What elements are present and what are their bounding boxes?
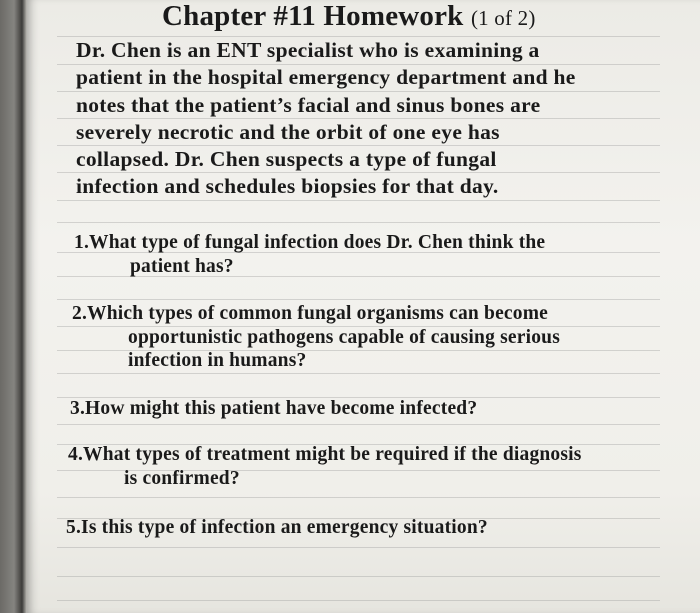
question-line: Which types of common fungal organisms can become <box>87 303 549 324</box>
question-line: patient has? <box>130 255 234 277</box>
question-3 <box>70 397 477 421</box>
question-line: infection in humans? <box>128 350 307 371</box>
question-number: 4. <box>68 444 84 465</box>
question-line: opportunistic pathogens capable of causing serious <box>128 326 561 348</box>
question-number: 3. <box>70 398 86 419</box>
page-title <box>162 0 536 33</box>
question-number: 2. <box>72 303 88 324</box>
intro-line: infection and schedules biopsies for that day. <box>76 174 499 199</box>
question-number: 1. <box>74 232 90 253</box>
question-1 <box>74 231 545 278</box>
question-line: Is this type of infection an emergency situation? <box>81 517 488 538</box>
question-5 <box>66 516 488 540</box>
intro-line: collapsed. Dr. Chen suspects a type of fungal <box>76 147 497 172</box>
question-2 <box>72 302 560 373</box>
case-description <box>76 37 656 201</box>
question-number: 5. <box>66 517 82 538</box>
question-line: What type of fungal infection does Dr. Chen think the <box>89 232 546 253</box>
intro-line: notes that the patient’s facial and sinus bones are <box>76 92 541 117</box>
title-text: Chapter #11 Homework <box>162 0 464 32</box>
question-line: is confirmed? <box>124 467 240 489</box>
question-line: What types of treatment might be required if the diagnosis <box>83 444 582 465</box>
intro-line: severely necrotic and the orbit of one eye has <box>76 119 500 144</box>
question-line: How might this patient have become infected? <box>85 398 478 419</box>
intro-line: patient in the hospital emergency department and he <box>76 65 576 90</box>
question-4 <box>68 443 582 490</box>
intro-line: Dr. Chen is an ENT specialist who is examining a <box>76 38 540 62</box>
title-part: (1 of 2) <box>470 6 536 30</box>
